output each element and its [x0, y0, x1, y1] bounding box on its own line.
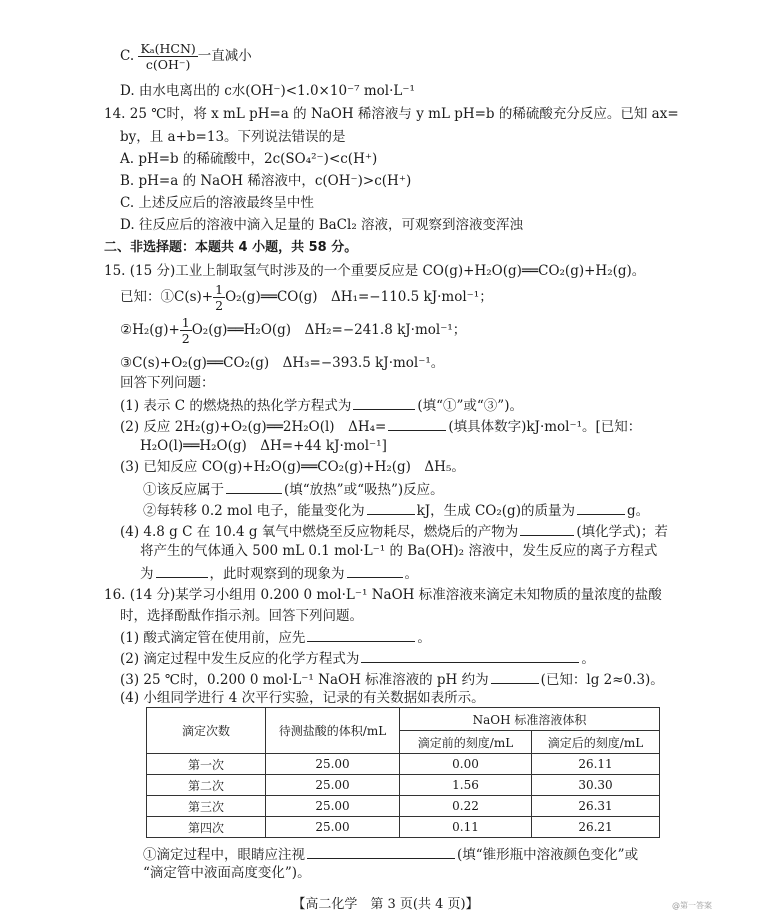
- q15-part-4-line2: 将产生的气体通入 500 mL 0.1 mol·L⁻¹ 的 Ba(OH)₂ 溶液中，发生反应的离子方程式: [140, 543, 658, 559]
- q15-r2-frac-num: 1: [181, 315, 190, 330]
- q15-p3-2-blank-energy[interactable]: [367, 500, 415, 515]
- cell-before: 0.22: [400, 796, 532, 817]
- q15-part-2-note: H₂O(l)══H₂O(g) ΔH=+44 kJ·mol⁻¹]: [140, 438, 387, 454]
- q16-p1-period: 。: [417, 630, 431, 646]
- q16-p2-blank[interactable]: [361, 648, 579, 663]
- q14-option-d: D. 往反应后的溶液中滴入足量的 BaCl₂ 溶液，可观察到溶液变浑浊: [120, 217, 524, 233]
- q16-p3-blank[interactable]: [491, 669, 539, 684]
- cell-after: 26.11: [532, 754, 660, 775]
- q14-option-a: A. pH=b 的稀硫酸中，2c(SO₄²⁻)<c(H⁺): [120, 151, 378, 167]
- q15-r2-fraction: [180, 315, 192, 346]
- q16-stem-line1: 16. (14 分)某学习小组用 0.200 0 mol·L⁻¹ NaOH 标准溶液来滴定未知物质的量浓度的盐酸: [104, 587, 662, 603]
- cell-after: 26.21: [532, 817, 660, 838]
- cell-acid: 25.00: [266, 817, 400, 838]
- cell-trial: 第一次: [147, 754, 266, 775]
- q14-option-b: B. pH=a 的 NaOH 稀溶液中，c(OH⁻)>c(H⁺): [120, 173, 412, 189]
- titration-table: [146, 707, 660, 838]
- q15-p2-blank[interactable]: [388, 416, 446, 431]
- cell-trial: 第四次: [147, 817, 266, 838]
- q15-part-4: [120, 521, 668, 541]
- cell-trial: 第二次: [147, 775, 266, 796]
- q15-p3-2-blank-mass[interactable]: [577, 500, 625, 515]
- q13-option-d: D. 由水电离出的 c水(OH⁻)<1.0×10⁻⁷ mol·L⁻¹: [120, 83, 415, 99]
- page-footer: 【高二化学 第 3 页(共 4 页)】: [292, 897, 479, 912]
- q15-part-2: [120, 416, 641, 436]
- q16-part-2: [120, 648, 595, 668]
- q13-c-suffix: 一直减小: [197, 48, 252, 64]
- cell-after: 26.31: [532, 796, 660, 817]
- q15-p4-blank-equation[interactable]: [156, 563, 208, 578]
- q15-r1-post: O₂(g)══CO(g) ΔH₁=−110.5 kJ·mol⁻¹；: [225, 289, 493, 305]
- q15-r2-frac-den: 2: [181, 331, 190, 346]
- q13-c-denominator: c(OH⁻): [145, 57, 191, 72]
- q13-c-fraction: [138, 41, 197, 72]
- q15-p4-period: 。: [404, 566, 418, 582]
- q16-p3-text: (3) 25 ℃时，0.200 0 mol·L⁻¹ NaOH 标准溶液的 pH 约为: [120, 672, 489, 688]
- q13-c-numerator: Kₐ(HCN): [140, 41, 196, 56]
- q15-p4-text3: ，此时观察到的现象为: [209, 566, 345, 582]
- q15-p3-2-text: ②每转移 0.2 mol 电子，能量变化为: [143, 503, 365, 519]
- header-trial: 滴定次数: [147, 708, 266, 754]
- q14-option-c: C. 上述反应后的溶液最终呈中性: [120, 195, 314, 211]
- q16-p3-hint: (已知：lg 2≈0.3)。: [540, 672, 664, 688]
- table-row: [147, 775, 660, 796]
- q16-p1-blank[interactable]: [307, 627, 415, 642]
- cell-acid: 25.00: [266, 754, 400, 775]
- q15-part-3-1: [143, 479, 444, 499]
- cell-before: 0.00: [400, 754, 532, 775]
- table-row: [147, 754, 660, 775]
- q16-part-4-1-line2: “滴定管中液面高度变化”)。: [143, 865, 311, 881]
- q15-p2-text: (2) 反应 2H₂(g)+O₂(g)══2H₂O(l) ΔH₄=: [120, 419, 387, 435]
- q15-r2-post: O₂(g)══H₂O(g) ΔH₂=−241.8 kJ·mol⁻¹；: [191, 322, 467, 338]
- q15-r1-frac-den: 2: [215, 298, 224, 313]
- q16-p1-text: (1) 酸式滴定管在使用前，应先: [120, 630, 306, 646]
- q15-reaction-2: [120, 315, 466, 346]
- q15-part-4-line3: [140, 563, 418, 583]
- cell-after: 30.30: [532, 775, 660, 796]
- q14-stem-line2: by，且 a+b=13。下列说法错误的是: [120, 129, 346, 145]
- q16-p2-period: 。: [581, 651, 595, 667]
- q16-p4-1-hint: (填“锥形瓶中溶液颜色变化”或: [457, 847, 639, 863]
- q15-p4-wei: 为: [140, 566, 154, 582]
- q15-p4-hint: (填化学式)；若: [576, 524, 668, 540]
- cell-acid: 25.00: [266, 775, 400, 796]
- cell-trial: 第三次: [147, 796, 266, 817]
- q16-p4-1-text: ①滴定过程中，眼睛应注视: [143, 847, 305, 863]
- q15-p4-text: (4) 4.8 g C 在 10.4 g 氧气中燃烧至反应物耗尽，燃烧后的产物为: [120, 524, 519, 540]
- q15-p3-1-text: ①该反应属于: [143, 482, 224, 498]
- q15-p1-blank[interactable]: [353, 395, 415, 410]
- q16-p4-1-blank[interactable]: [307, 844, 455, 859]
- q15-reaction-3: ③C(s)+O₂(g)══CO₂(g) ΔH₃=−393.5 kJ·mol⁻¹。: [120, 355, 445, 371]
- q15-p4-blank-phenomenon[interactable]: [347, 563, 403, 578]
- q13-c-prefix: C.: [120, 48, 135, 64]
- header-before: 滴定前的刻度/mL: [400, 731, 532, 754]
- header-after: 滴定后的刻度/mL: [532, 731, 660, 754]
- q14-stem-line1: 14. 25 ℃时，将 x mL pH=a 的 NaOH 稀溶液与 y mL pH=b 的稀硫酸充分反应。已知 ax=: [104, 106, 679, 122]
- header-acid-volume: 待测盐酸的体积/mL: [266, 708, 400, 754]
- q15-reaction-1: [120, 282, 493, 313]
- header-naoh-volume: NaOH 标准溶液体积: [400, 708, 660, 731]
- q15-p1-hint: (填“①”或“③”)。: [417, 398, 523, 414]
- q16-p2-text: (2) 滴定过程中发生反应的化学方程式为: [120, 651, 360, 667]
- q15-part-1: [120, 395, 523, 415]
- q15-r1-frac-num: 1: [215, 282, 224, 297]
- cell-before: 0.11: [400, 817, 532, 838]
- table-row: [147, 817, 660, 838]
- watermark: @第一答案: [672, 901, 712, 910]
- section-two-heading: 二、非选择题：本题共 4 小题，共 58 分。: [104, 240, 358, 255]
- q15-part-3-2: [143, 500, 649, 520]
- q15-r2-pre: ②H₂(g)+: [120, 322, 180, 338]
- q15-p2-hint: (填具体数字)kJ·mol⁻¹。[已知：: [448, 419, 642, 435]
- cell-acid: 25.00: [266, 796, 400, 817]
- q15-p1-text: (1) 表示 C 的燃烧热的热化学方程式为: [120, 398, 352, 414]
- q15-r1-pre: 已知：①C(s)+: [120, 289, 214, 305]
- cell-before: 1.56: [400, 775, 532, 796]
- table-row: [147, 796, 660, 817]
- q15-p3-2-text2: kJ，生成 CO₂(g)的质量为: [416, 503, 575, 519]
- q16-part-1: [120, 627, 431, 647]
- q16-part-4-1: [143, 844, 638, 864]
- q15-stem: 15. (15 分)工业上制取氢气时涉及的一个重要反应是 CO(g)+H₂O(g)══CO₂(g)+H₂(g)。: [104, 263, 646, 279]
- q15-part-3: (3) 已知反应 CO(g)+H₂O(g)══CO₂(g)+H₂(g) ΔH₅。: [120, 459, 465, 475]
- q15-r1-fraction: [213, 282, 225, 313]
- q16-part-4: (4) 小组同学进行 4 次平行实验，记录的有关数据如表所示。: [120, 690, 485, 706]
- q15-answer-intro: 回答下列问题：: [120, 375, 215, 391]
- q15-p3-2-unit: g。: [626, 503, 650, 519]
- q13-option-c: [120, 41, 252, 72]
- q16-stem-line2: 时，选择酚酞作指示剂。回答下列问题。: [120, 608, 363, 624]
- q15-p4-blank-product[interactable]: [520, 521, 574, 536]
- q16-part-3: [120, 669, 664, 689]
- q15-p3-1-hint: (填“放热”或“吸热”)反应。: [284, 482, 444, 498]
- q15-p3-1-blank[interactable]: [226, 479, 282, 494]
